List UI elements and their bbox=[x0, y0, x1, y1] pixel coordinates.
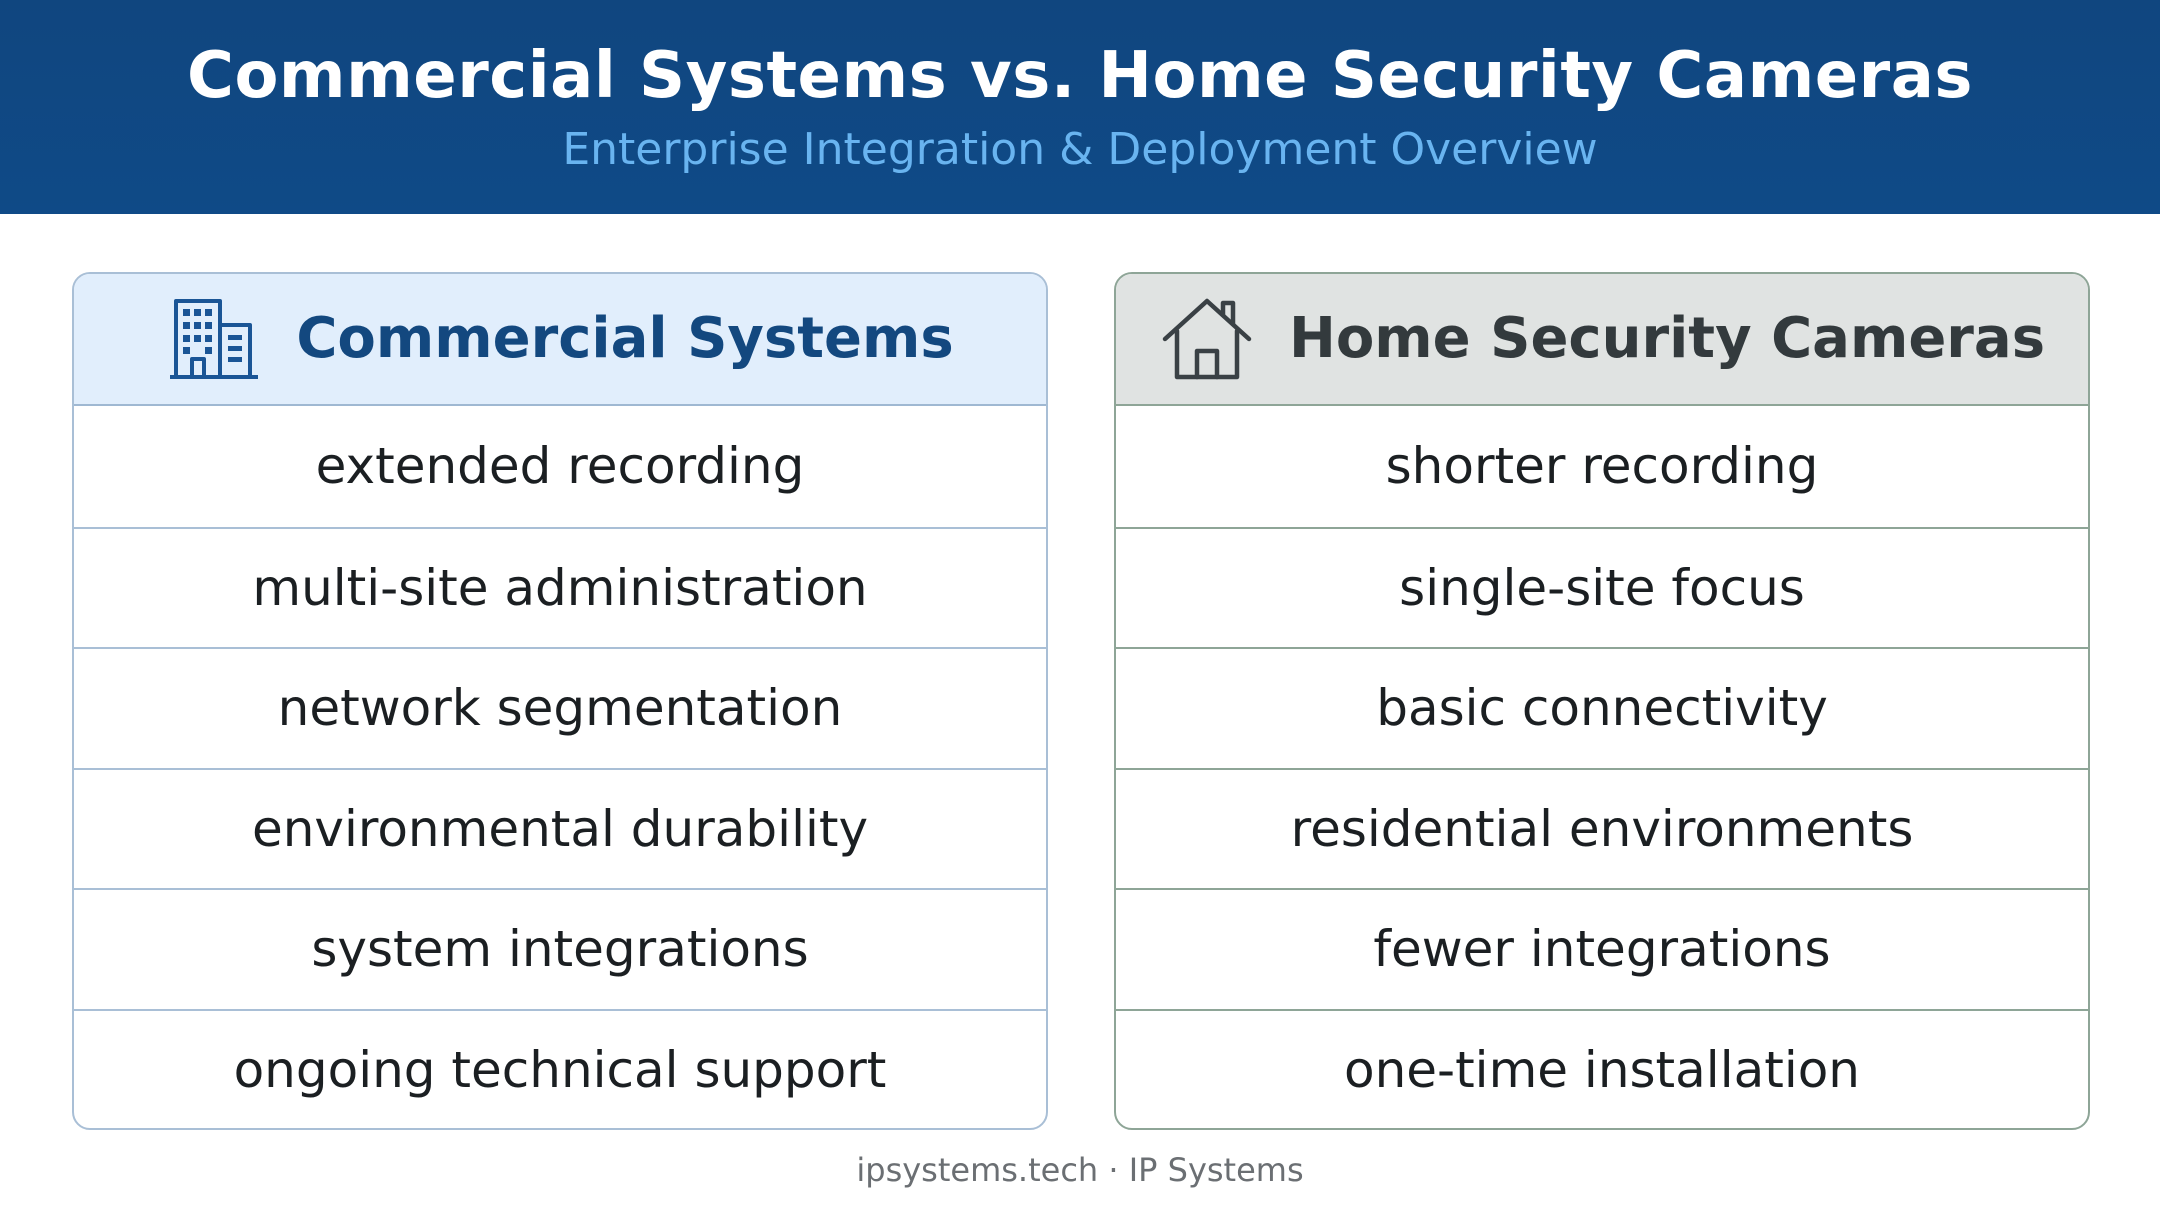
list-item: residential environments bbox=[1116, 768, 2088, 889]
page-title: Commercial Systems vs. Home Security Cameras bbox=[186, 39, 1974, 113]
list-item: extended recording bbox=[315, 437, 805, 496]
home-security-header bbox=[1116, 274, 2088, 406]
home-security-title: Home Security Cameras bbox=[1288, 306, 2046, 371]
header-banner bbox=[0, 0, 2160, 214]
list-item: environmental durability bbox=[74, 768, 1046, 889]
house-icon bbox=[1159, 291, 1255, 387]
list-item: single-site focus bbox=[1116, 527, 2088, 648]
list-item: basic connectivity bbox=[1116, 647, 2088, 768]
list-item: multi-site administration bbox=[74, 527, 1046, 648]
home-security-list bbox=[1116, 406, 2088, 1129]
home-security-panel bbox=[1114, 272, 2090, 1130]
footer-credit: ipsystems.tech · IP Systems bbox=[856, 1151, 1304, 1189]
list-item: fewer integrations bbox=[1116, 888, 2088, 1009]
commercial-systems-header bbox=[74, 274, 1046, 406]
page-subtitle: Enterprise Integration & Deployment Overview bbox=[562, 124, 1598, 175]
commercial-systems-title: Commercial Systems bbox=[296, 306, 954, 371]
commercial-systems-panel bbox=[72, 272, 1048, 1130]
list-item: shorter recording bbox=[1385, 437, 1819, 496]
list-item: system integrations bbox=[74, 888, 1046, 1009]
commercial-systems-list bbox=[74, 406, 1046, 1129]
list-item: network segmentation bbox=[74, 647, 1046, 768]
list-item: one-time installation bbox=[1116, 1009, 2088, 1130]
office-building-icon bbox=[166, 291, 262, 387]
list-item: ongoing technical support bbox=[74, 1009, 1046, 1130]
